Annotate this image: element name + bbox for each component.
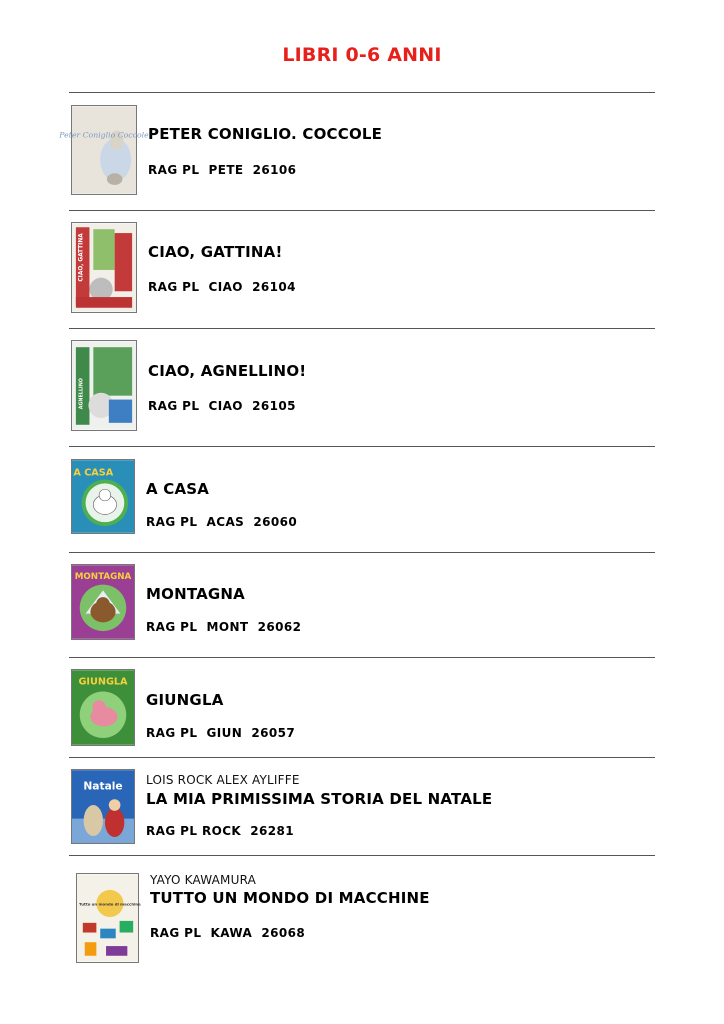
book-shelfmark: RAG PL ROCK 26281	[146, 824, 295, 838]
book-cover-giungla	[71, 669, 135, 746]
book-shelfmark: RAG PL CIAO 26105	[148, 399, 296, 413]
book-title: CIAO, GATTINA!	[148, 243, 283, 261]
divider	[69, 855, 655, 856]
book-shelfmark: RAG PL CIAO 26104	[148, 280, 296, 294]
book-cover-montagna	[71, 564, 135, 640]
divider	[69, 552, 655, 553]
book-cover-peter-coniglio	[59, 105, 149, 195]
book-cover-a-casa	[71, 459, 135, 534]
divider	[69, 657, 655, 658]
cover-text: Peter Coniglio Coccole	[59, 130, 149, 140]
cover-text: A CASA	[73, 467, 114, 479]
book-cover-mondo-macchine	[76, 873, 139, 963]
divider	[69, 446, 655, 447]
cover-text: Natale	[83, 779, 123, 793]
book-title: GIUNGLA	[146, 691, 224, 709]
book-title: CIAO, AGNELLINO!	[148, 362, 307, 380]
book-shelfmark: RAG PL KAWA 26068	[150, 926, 306, 940]
cover-text: Tutto un mondo di macchine	[79, 901, 141, 907]
book-title: PETER CONIGLIO. COCCOLE	[148, 125, 383, 143]
page-title: LIBRI 0-6 ANNI	[282, 44, 442, 66]
book-cover-storia-natale	[71, 769, 135, 844]
book-shelfmark: RAG PL GIUN 26057	[146, 726, 296, 740]
cover-text: AGNELLINO	[79, 378, 85, 410]
book-title: A CASA	[146, 480, 210, 498]
book-author: LOIS ROCK ALEX AYLIFFE	[146, 773, 300, 787]
book-author: YAYO KAWAMURA	[150, 873, 257, 887]
divider	[69, 757, 655, 758]
cover-text: GIUNGLA	[78, 676, 128, 688]
book-title: MONTAGNA	[146, 585, 245, 603]
book-shelfmark: RAG PL PETE 26106	[148, 163, 297, 177]
divider	[69, 328, 655, 329]
book-title: TUTTO UN MONDO DI MACCHINE	[150, 889, 430, 907]
book-shelfmark: RAG PL ACAS 26060	[146, 515, 298, 529]
book-cover-ciao-agnellino	[71, 340, 137, 431]
book-cover-ciao-gattina	[71, 222, 137, 313]
divider	[69, 92, 655, 93]
cover-text: MONTAGNA	[74, 571, 132, 582]
divider	[69, 210, 655, 211]
book-title: LA MIA PRIMISSIMA STORIA DEL NATALE	[146, 790, 493, 808]
book-shelfmark: RAG PL MONT 26062	[146, 620, 302, 634]
cover-text: CIAO, GATTINA	[78, 233, 85, 282]
